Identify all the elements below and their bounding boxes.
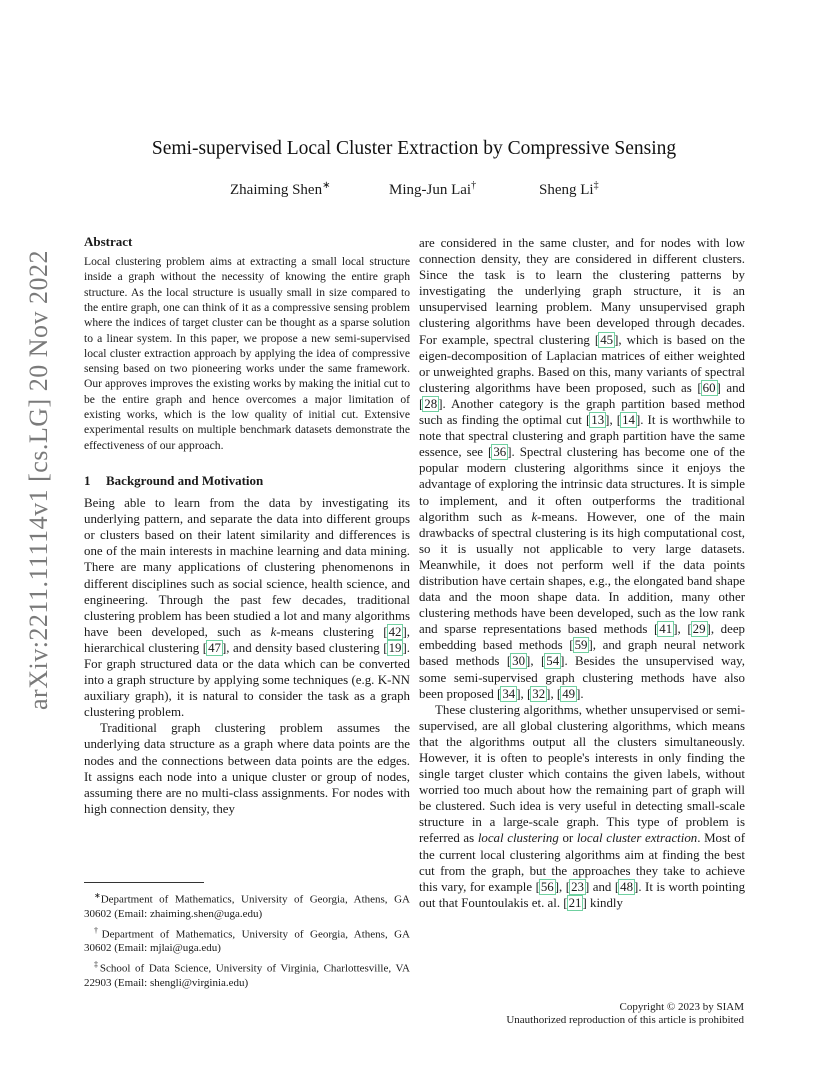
citation-link[interactable]: 49 <box>562 686 576 701</box>
citation-link[interactable]: 21 <box>568 895 582 910</box>
footnote-rule <box>84 882 204 883</box>
copyright-line: Copyright © 2023 by SIAM <box>619 1001 744 1013</box>
reproduction-notice: Unauthorized reproduction of this article is prohibited <box>506 1014 744 1026</box>
citation-link[interactable]: 59 <box>574 638 588 653</box>
section-heading: 1 Background and Motivation <box>84 472 264 488</box>
citation-link[interactable]: 13 <box>591 413 605 428</box>
author-list <box>0 180 828 202</box>
citation-link[interactable]: 30 <box>512 654 526 669</box>
abstract-heading: Abstract <box>84 234 133 249</box>
paragraph: These clustering algorithms, whether unsupervised or semi-supervised, are all global clustering algorithms, which means that the algorithms output all the clusters simultaneously. However, it is often to people's interests in only finding the single target cluster which contains the given labels, without worried too much about how the remaining part of graph will be clustered. Such idea is very useful in detecting small-scale structure in a large-scale graph. This type of problem is referred as local clustering or local cluster extraction. Most of the current local clustering algorithms aim at finding the best cut from the graph, but the approaches they take to achieve this vary, for example [56], [23] and [48]. It is worth pointing out that Fountoulakis et. al. [21] kindly <box>419 702 746 910</box>
footnote: †Department of Mathematics, University of Georgia, Athens, GA 30602 (Email: mjlai@uga.edu) <box>84 925 410 955</box>
citation-link[interactable]: 29 <box>692 622 706 637</box>
abstract-text: Local clustering problem aims at extracting a small local structure inside a graph without the necessity of knowing the entire graph structure. As the local structure is usually small in size compared to the entire graph, one can think of it as a compressive sensing problem where the indices of target cluster can be thought as a sparse solution to a linear system. In this paper, we propose a new semi-supervised local cluster extraction approach by applying the idea of compressive sensing based on two pioneering works under the same framework. Our approves improves the existing works by making the initial cut to be the entire graph and hence overcomes a major limitation of existing works, which is the low quality of initial cut. Extensive experimental results on multiple benchmark datasets demonstrate the effectiveness of our approach. <box>84 255 410 452</box>
citation-link[interactable]: 36 <box>493 445 507 460</box>
citation-link[interactable]: 45 <box>600 332 614 347</box>
citation-link[interactable]: 34 <box>502 686 516 701</box>
citation-link[interactable]: 32 <box>532 686 546 701</box>
paragraph: Being able to learn from the data by investigating its underlying pattern, and separate the data into different groups or clusters based on their latent similarity and differences is one of the main interests in machine learning and data mining. There are many applications of clustering phenomenons in different disciplines such as social science, health science, and engineering. Through the past few decades, traditional clustering problem has been studied a lot and many algorithms have been developed, such as k-means clustering [42], hierarchical clustering [47], and density based clustering [19]. For graph structured data or the data which can be converted into a graph structure by applying some techniques (e.g. K-NN auxiliary graph), it is natural to consider the task as a graph clustering problem. <box>84 496 411 720</box>
citation-link[interactable]: 41 <box>659 622 673 637</box>
left-column <box>84 234 410 817</box>
footnote: ‡School of Data Science, University of Virginia, Charlottesville, VA 22903 (Email: shengli@virginia.edu) <box>84 960 410 989</box>
author-2: Ming-Jun Lai† <box>389 180 477 198</box>
citation-link[interactable]: 47 <box>208 640 221 655</box>
citation-link[interactable]: 56 <box>540 879 554 894</box>
paragraph: Traditional graph clustering problem assumes the underlying data structure as a graph where data points are the nodes and the connections between data points are the edges. It assigns each node into a unique cluster or group of nodes, assuming there are no multi-class assignments. For nodes with high connection density, they <box>84 721 410 816</box>
paragraph: are considered in the same cluster, and for nodes with low connection density, they are considered in different clusters. Since the task is to learn the clustering patterns by investigating the underlying graph structure, it is an unsupervised learning problem. Many unsupervised graph clustering algorithms have been developed through decades. For example, spectral clustering [45], which is based on the eigen-decomposition of Laplacian matrices of either weighted or unweighted graphs. Based on this, many variants of spectral clustering algorithms have been proposed, such as [60] and [28]. Another category is the graph partition based method such as finding the optimal cut [13], [14]. It is worthwhile to note that spectral clustering and graph partition have the same essence, see [36]. Spectral clustering has become one of the popular modern clustering algorithms since it enjoys the advantage of exploring the intrinsic data structures. It is simple to implement, and it often outperforms the traditional algorithm such as k-means. However, one of the main drawbacks of spectral clustering is its high computational cost, so it is usually not applicable to very large datasets. Meanwhile, it does not perform well if the data points distribution have certain shapes, e.g., the elongated band shape data and the moon shape data. In addition, many other clustering methods have been developed, such as the low rank and sparse representations based methods [41], [29], deep embedding based methods [59], and graph neural network based methods [30], [54]. Besides the unsupervised way, some semi-supervised graph clustering methods have also been proposed [34], [32], [49]. <box>419 236 746 701</box>
citation-link[interactable]: 14 <box>622 413 635 428</box>
citation-link[interactable]: 60 <box>702 380 716 395</box>
citation-link[interactable]: 48 <box>620 879 634 894</box>
paper-title: Semi-supervised Local Cluster Extraction by Compressive Sensing <box>151 138 677 159</box>
citation-link[interactable]: 19 <box>388 640 402 655</box>
footnote: ∗Department of Mathematics, University of Georgia, Athens, GA 30602 (Email: zhaiming.shen@uga.edu) <box>84 891 410 920</box>
arxiv-id: arXiv:2211.11114v1 [cs.LG] 20 Nov 2022 <box>24 250 54 710</box>
arxiv-sidebar <box>21 250 57 710</box>
footnotes <box>84 882 410 993</box>
citation-link[interactable]: 23 <box>571 879 584 894</box>
citation-link[interactable]: 42 <box>388 624 402 639</box>
copyright-notice <box>506 1001 744 1027</box>
author-3: Sheng Li‡ <box>539 180 599 198</box>
right-column <box>419 235 745 911</box>
author-1: Zhaiming Shen∗ <box>230 180 331 198</box>
citation-link[interactable]: 28 <box>424 396 438 411</box>
citation-link[interactable]: 54 <box>546 654 560 669</box>
